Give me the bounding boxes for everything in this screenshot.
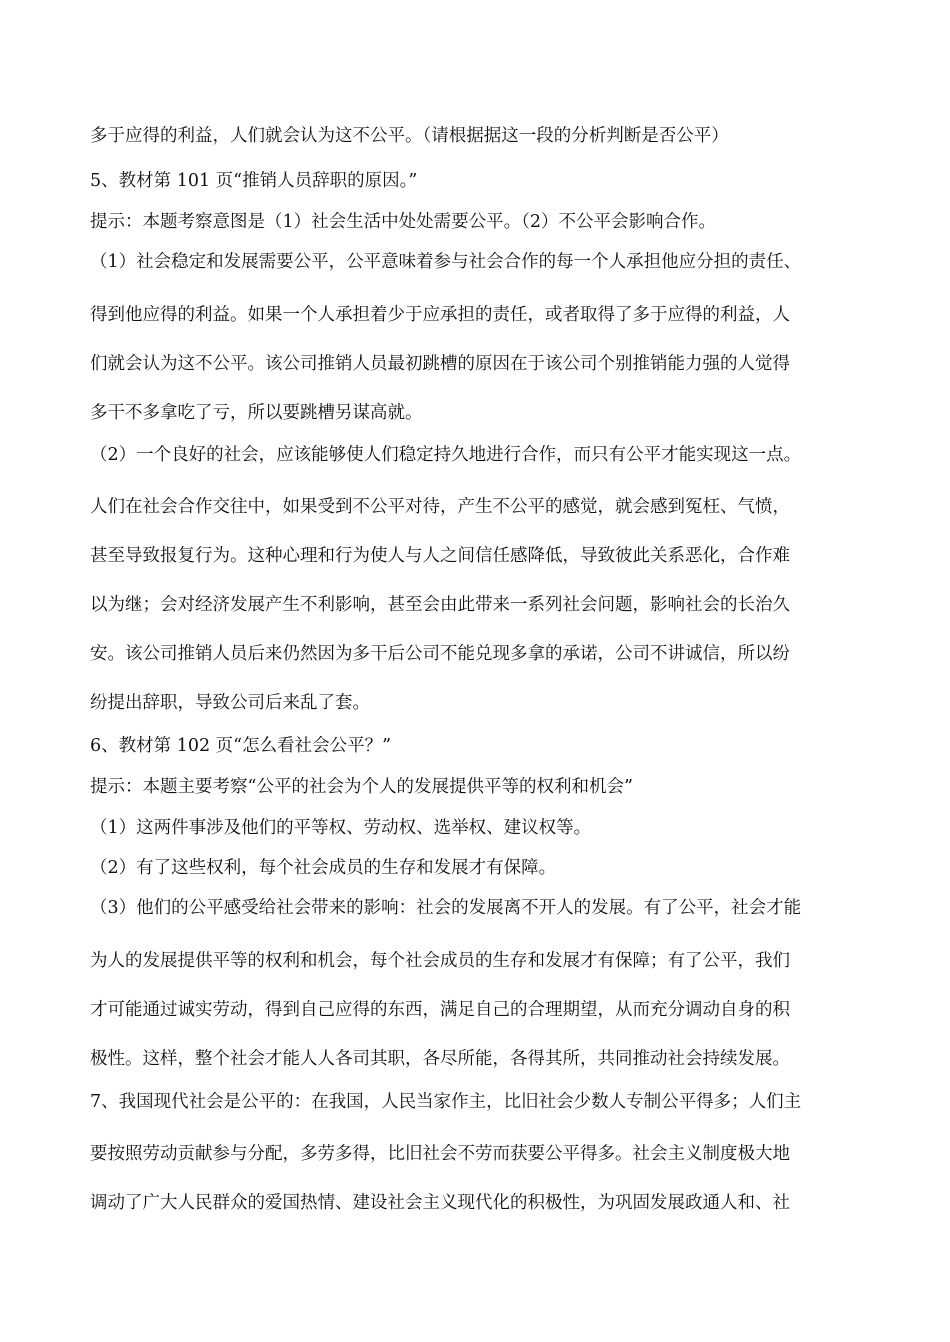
question-heading: 7、我国现代社会是公平的：在我国，人民当家作主，比旧社会少数人专制公平得多；人们主 bbox=[90, 1092, 802, 1112]
text-line: （2）一个良好的社会，应该能够使人们稳定持久地进行合作，而只有公平才能实现这一点。 bbox=[90, 445, 802, 465]
text-line: 为人的发展提供平等的权利和机会，每个社会成员的生存和发展才有保障；有了公平，我们 bbox=[90, 951, 790, 971]
text-line: 要按照劳动贡献参与分配，多劳多得，比旧社会不劳而获要公平得多。社会主义制度极大地 bbox=[90, 1144, 790, 1164]
text-line: 极性。这样，整个社会才能人人各司其职，各尽所能，各得其所，共同推动社会持续发展。 bbox=[90, 1049, 790, 1069]
question-heading: 6、教材第 102 页“怎么看社会公平？” bbox=[90, 736, 392, 756]
text-line: （1）社会稳定和发展需要公平，公平意味着参与社会合作的每一个人承担他应分担的责任、 bbox=[90, 252, 802, 272]
text-line: 调动了广大人民群众的爱国热情、建设社会主义现代化的积极性，为巩固发展政通人和、社 bbox=[90, 1193, 790, 1213]
text-line: 们就会认为这不公平。该公司推销人员最初跳槽的原因在于该公司个别推销能力强的人觉得 bbox=[90, 354, 790, 374]
text-line: 多于应得的利益，人们就会认为这不公平。（请根据据这一段的分析判断是否公平） bbox=[90, 126, 729, 146]
text-line: （3）他们的公平感受给社会带来的影响：社会的发展离不开人的发展。有了公平，社会才能 bbox=[90, 898, 802, 918]
text-line: 纷提出辞职，导致公司后来乱了套。 bbox=[90, 693, 370, 713]
text-line: 才可能通过诚实劳动，得到自己应得的东西，满足自己的合理期望，从而充分调动自身的积 bbox=[90, 1000, 790, 1020]
hint-line: 提示：本题考察意图是（1）社会生活中处处需要公平。（2）不公平会影响合作。 bbox=[90, 212, 717, 232]
hint-line: 提示：本题主要考察“公平的社会为个人的发展提供平等的权利和机会” bbox=[90, 777, 633, 797]
text-line: 人们在社会合作交往中，如果受到不公平对待，产生不公平的感觉，就会感到冤枉、气愤， bbox=[90, 497, 790, 517]
text-line: （1）这两件事涉及他们的平等权、劳动权、选举权、建议权等。 bbox=[90, 818, 592, 838]
text-line: 甚至导致报复行为。这种心理和行为使人与人之间信任感降低，导致彼此关系恶化，合作难 bbox=[90, 546, 790, 566]
text-line: 多干不多拿吃了亏，所以要跳槽另谋高就。 bbox=[90, 403, 423, 423]
question-heading: 5、教材第 101 页“推销人员辞职的原因。” bbox=[90, 171, 418, 191]
text-line: 得到他应得的利益。如果一个人承担着少于应承担的责任，或者取得了多于应得的利益，人 bbox=[90, 305, 790, 325]
text-line: 以为继；会对经济发展产生不利影响，甚至会由此带来一系列社会问题，影响社会的长治久 bbox=[90, 595, 790, 615]
text-line: 安。该公司推销人员后来仍然因为多干后公司不能兑现多拿的承诺，公司不讲诚信，所以纷 bbox=[90, 644, 790, 664]
text-line: （2）有了这些权利，每个社会成员的生存和发展才有保障。 bbox=[90, 858, 557, 878]
